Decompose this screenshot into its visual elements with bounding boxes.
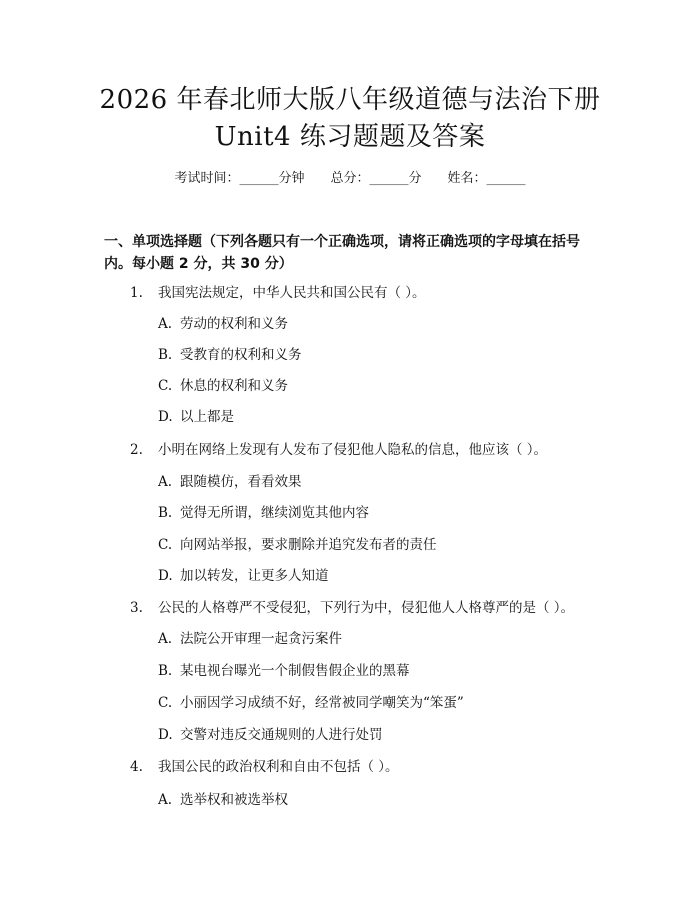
option-letter: A. bbox=[158, 474, 173, 490]
option-text: 向网站举报，要求删除并追究发布者的责任 bbox=[180, 537, 437, 553]
total-score-label: 总分：______分 bbox=[330, 171, 422, 186]
option-text: 以上都是 bbox=[180, 409, 234, 425]
option-text: 跟随模仿，看看效果 bbox=[180, 474, 302, 490]
option-letter: D. bbox=[158, 727, 173, 743]
question-3-option-d bbox=[158, 725, 618, 745]
question-3-option-c bbox=[158, 693, 618, 713]
option-letter: A. bbox=[158, 792, 173, 808]
option-letter: A. bbox=[158, 631, 173, 647]
document-title-line-2: Unit4 练习题题及答案 bbox=[214, 122, 486, 152]
option-letter: B. bbox=[158, 663, 173, 679]
option-letter: A. bbox=[158, 316, 173, 332]
question-1-option-a bbox=[158, 314, 618, 334]
option-letter: B. bbox=[158, 347, 173, 363]
question-text: 我国公民的政治权利和自由不包括（ ）。 bbox=[158, 759, 399, 775]
option-text: 某电视台曝光一个制假售假企业的黑幕 bbox=[180, 663, 410, 679]
option-letter: D. bbox=[158, 568, 173, 584]
question-1-option-b bbox=[158, 345, 618, 365]
option-letter: B. bbox=[158, 505, 173, 521]
section-heading bbox=[104, 231, 604, 275]
option-text: 选举权和被选举权 bbox=[180, 792, 288, 808]
exam-time-label: 考试时间：______分钟 bbox=[174, 171, 305, 186]
option-text: 法院公开审理一起贪污案件 bbox=[180, 631, 342, 647]
question-3-option-b bbox=[158, 661, 618, 681]
question-1-option-c bbox=[158, 376, 618, 396]
option-text: 小丽因学习成绩不好，经常被同学嘲笑为“笨蛋” bbox=[180, 695, 464, 711]
question-number: 4. bbox=[130, 759, 143, 775]
question-number: 2. bbox=[130, 442, 143, 458]
document-title-line-1: 2026 年春北师大版八年级道德与法治下册 bbox=[99, 85, 601, 115]
question-number: 3. bbox=[130, 600, 143, 616]
question-2 bbox=[130, 440, 630, 460]
question-number: 1. bbox=[130, 285, 143, 301]
question-1 bbox=[130, 283, 630, 303]
option-text: 加以转发，让更多人知道 bbox=[180, 568, 329, 584]
section-heading-line-2: 内。每小题 2 分，共 30 分） bbox=[104, 256, 293, 272]
question-2-option-d bbox=[158, 566, 618, 586]
option-text: 受教育的权利和义务 bbox=[180, 347, 302, 363]
option-letter: C. bbox=[158, 537, 173, 553]
option-letter: C. bbox=[158, 378, 173, 394]
student-name-label: 姓名：______ bbox=[447, 171, 526, 186]
question-4 bbox=[130, 757, 630, 777]
option-text: 交警对违反交通规则的人进行处罚 bbox=[180, 727, 383, 743]
question-text: 我国宪法规定，中华人民共和国公民有（ ）。 bbox=[158, 285, 426, 301]
question-4-option-a bbox=[158, 790, 618, 810]
option-letter: D. bbox=[158, 409, 173, 425]
section-heading-line-1: 一、单项选择题（下列各题只有一个正确选项，请将正确选项的字母填在括号 bbox=[104, 234, 580, 250]
question-2-option-c bbox=[158, 535, 618, 555]
question-1-option-d bbox=[158, 407, 618, 427]
option-text: 觉得无所谓，继续浏览其他内容 bbox=[180, 505, 369, 521]
question-2-option-a bbox=[158, 472, 618, 492]
option-text: 劳动的权利和义务 bbox=[180, 316, 288, 332]
option-text: 休息的权利和义务 bbox=[180, 378, 288, 394]
exam-info-line bbox=[0, 170, 700, 188]
question-2-option-b bbox=[158, 503, 618, 523]
question-text: 公民的人格尊严不受侵犯，下列行为中，侵犯他人人格尊严的是（ ）。 bbox=[158, 600, 575, 616]
question-3-option-a bbox=[158, 629, 618, 649]
option-letter: C. bbox=[158, 695, 173, 711]
question-text: 小明在网络上发现有人发布了侵犯他人隐私的信息，他应该（ ）。 bbox=[158, 442, 548, 458]
question-3 bbox=[130, 598, 630, 618]
